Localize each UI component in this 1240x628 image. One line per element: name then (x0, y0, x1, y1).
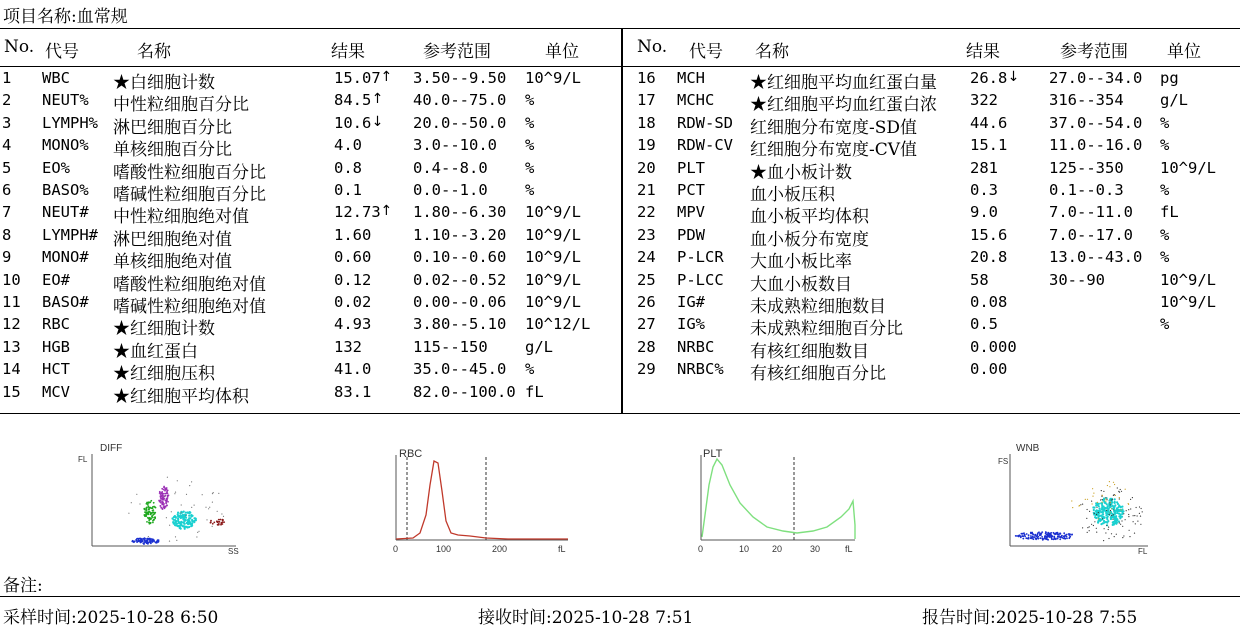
row-result: 0.00 (970, 360, 1008, 379)
row-code: HCT (42, 360, 70, 379)
row-range: 82.0--100.0 (413, 382, 516, 401)
row-result: 322 (970, 91, 998, 110)
abnormal-flag-icon: ↓ (371, 113, 384, 130)
plt-tick-0: 0 (698, 544, 704, 554)
row-result: 20.8 (970, 248, 1008, 267)
row-unit: 10^9/L (525, 270, 581, 289)
row-unit: 10^9/L (525, 293, 581, 311)
header-range-left: 参考范围 (423, 42, 491, 62)
row-name: 有核红细胞百分比 (750, 364, 886, 385)
row-result: 1.60 (334, 225, 372, 244)
row-result: 0.02 (334, 293, 372, 311)
rbc-tick-100: 100 (436, 544, 452, 554)
header-result-right: 结果 (966, 42, 1000, 62)
row-no: 13 (2, 337, 21, 356)
row-no: 9 (2, 248, 12, 267)
row-code: MCHC (677, 91, 715, 110)
row-name: ★血红蛋白 (113, 341, 198, 362)
row-range: 35.0--45.0 (413, 360, 507, 379)
plt-tick-30: 30 (810, 544, 821, 554)
row-unit: % (525, 158, 535, 177)
header-unit-right: 单位 (1167, 42, 1201, 62)
row-result: 0.5 (970, 315, 998, 334)
row-range: 0.10--0.60 (413, 248, 507, 267)
row-no: 1 (2, 69, 12, 87)
row-no: 23 (637, 225, 656, 244)
row-range: 0.4--8.0 (413, 158, 488, 177)
row-no: 21 (637, 181, 656, 199)
row-range: 27.0--34.0 (1049, 69, 1143, 87)
row-name: ★红细胞平均血红蛋白浓 (750, 95, 937, 116)
header-name-right: 名称 (755, 42, 789, 62)
remark-label: 备注: (3, 576, 43, 596)
header-no-left: No. (4, 37, 35, 57)
row-name: 血小板平均体积 (750, 207, 869, 228)
footer-divider (0, 596, 1240, 597)
row-code: IG# (677, 293, 705, 311)
row-name: 未成熟粒细胞数目 (750, 297, 886, 317)
row-result: 0.8 (334, 158, 362, 177)
row-no: 25 (637, 270, 656, 289)
row-no: 11 (2, 293, 21, 311)
row-code: RBC (42, 315, 70, 334)
row-name: 嗜碱性粒细胞百分比 (113, 185, 266, 205)
top-divider (0, 28, 1240, 29)
row-result: 44.6 (970, 113, 1008, 132)
report-time: 报告时间:2025-10-28 7:55 (922, 608, 1138, 628)
row-no: 15 (2, 382, 21, 401)
receive-time: 接收时间:2025-10-28 7:51 (478, 608, 694, 628)
row-code: NRBC (677, 337, 715, 356)
row-range: 37.0--54.0 (1049, 113, 1143, 132)
row-result: 4.93 (334, 315, 372, 334)
header-code-right: 代号 (689, 42, 723, 62)
header-no-right: No. (637, 37, 668, 57)
row-range: 40.0--75.0 (413, 91, 507, 110)
row-code: PCT (677, 181, 705, 199)
wnb-xlabel: FL (1138, 547, 1148, 556)
row-name: 大血小板比率 (750, 252, 852, 273)
row-code: NRBC% (677, 360, 724, 379)
diff-xlabel: SS (228, 547, 239, 556)
row-result: 12.73 (334, 203, 381, 222)
row-result: 15.07 (334, 69, 381, 87)
row-unit: 10^9/L (1160, 293, 1216, 311)
row-code: EO# (42, 270, 70, 289)
row-no: 19 (637, 136, 656, 155)
abnormal-flag-icon: ↑ (380, 203, 393, 220)
row-code: LYMPH# (42, 225, 98, 244)
row-range: 3.50--9.50 (413, 69, 507, 87)
row-code: LYMPH% (42, 113, 98, 132)
row-code: MCV (42, 382, 70, 401)
row-range: 0.0--1.0 (413, 181, 488, 199)
abnormal-flag-icon: ↑ (371, 91, 384, 108)
diff-ylabel: FL (78, 455, 88, 464)
row-unit: % (525, 136, 535, 155)
row-no: 29 (637, 360, 656, 379)
row-result: 15.1 (970, 136, 1008, 155)
row-no: 12 (2, 315, 21, 334)
row-name: 中性粒细胞绝对值 (113, 207, 249, 228)
row-range: 7.0--11.0 (1049, 203, 1133, 222)
row-no: 2 (2, 91, 12, 110)
row-name: 大血小板数目 (750, 274, 852, 295)
row-unit: % (1160, 136, 1170, 155)
row-unit: % (525, 113, 535, 132)
row-unit: 10^9/L (525, 69, 581, 87)
row-code: MCH (677, 69, 705, 87)
row-code: P-LCC (677, 270, 724, 289)
row-no: 24 (637, 248, 656, 267)
row-name: 淋巴细胞百分比 (113, 117, 232, 138)
row-no: 14 (2, 360, 21, 379)
row-code: RDW-SD (677, 113, 733, 132)
row-name: 嗜酸性粒细胞百分比 (113, 162, 266, 183)
row-result: 132 (334, 337, 362, 356)
row-result: 41.0 (334, 360, 372, 379)
row-unit: fL (1160, 203, 1179, 222)
row-no: 5 (2, 158, 12, 177)
row-no: 20 (637, 158, 656, 177)
row-no: 27 (637, 315, 656, 334)
row-no: 6 (2, 181, 12, 199)
row-code: NEUT% (42, 91, 89, 110)
row-unit: 10^9/L (525, 225, 581, 244)
row-range: 11.0--16.0 (1049, 136, 1143, 155)
row-no: 17 (637, 91, 656, 110)
row-result: 26.8 (970, 69, 1008, 87)
row-unit: 10^9/L (525, 203, 581, 222)
row-name: 血小板分布宽度 (750, 229, 869, 250)
row-name: ★红细胞计数 (113, 319, 215, 340)
sample-time: 采样时间:2025-10-28 6:50 (3, 608, 219, 628)
row-name: ★血小板计数 (750, 162, 852, 183)
wnb-title: WNB (1016, 443, 1040, 454)
row-unit: % (525, 181, 535, 199)
row-range: 30--90 (1049, 270, 1105, 289)
row-range: 316--354 (1049, 91, 1124, 110)
row-unit: 10^9/L (525, 248, 581, 267)
rbc-histogram (388, 445, 578, 560)
row-name: ★红细胞压积 (113, 364, 215, 385)
row-no: 26 (637, 293, 656, 311)
page-title: 项目名称:血常规 (3, 7, 128, 27)
row-no: 4 (2, 136, 12, 155)
row-unit: % (525, 91, 535, 110)
row-range: 0.02--0.52 (413, 270, 507, 289)
row-result: 9.0 (970, 203, 998, 222)
row-code: MONO% (42, 136, 89, 155)
row-range: 7.0--17.0 (1049, 225, 1133, 244)
row-result: 0.3 (970, 181, 998, 199)
plt-unit: fL (845, 544, 853, 554)
row-result: 0.12 (334, 270, 372, 289)
row-unit: g/L (1160, 91, 1188, 110)
row-code: BASO# (42, 293, 89, 311)
row-result: 15.6 (970, 225, 1008, 244)
row-range: 3.80--5.10 (413, 315, 507, 334)
header-code-left: 代号 (45, 42, 79, 62)
rbc-unit: fL (558, 544, 566, 554)
row-no: 28 (637, 337, 656, 356)
row-no: 16 (637, 69, 656, 87)
row-unit: g/L (525, 337, 553, 356)
plt-title: PLT (703, 448, 723, 460)
rbc-tick-0: 0 (393, 544, 399, 554)
row-code: EO% (42, 158, 70, 177)
center-divider (621, 29, 623, 413)
row-range: 1.10--3.20 (413, 225, 507, 244)
row-unit: % (1160, 113, 1170, 132)
plt-tick-10: 10 (739, 544, 750, 554)
row-name: ★白细胞计数 (113, 73, 215, 93)
row-unit: fL (525, 382, 544, 401)
row-range: 0.1--0.3 (1049, 181, 1124, 199)
row-name: 血小板压积 (750, 185, 835, 205)
header-divider (0, 66, 1240, 67)
row-range: 3.0--10.0 (413, 136, 497, 155)
row-range: 125--350 (1049, 158, 1124, 177)
row-unit: % (1160, 225, 1170, 244)
abnormal-flag-icon: ↓ (1007, 69, 1020, 85)
row-no: 7 (2, 203, 12, 222)
row-name: 未成熟粒细胞百分比 (750, 319, 903, 340)
row-name: 中性粒细胞百分比 (113, 95, 249, 116)
row-code: IG% (677, 315, 705, 334)
row-range: 20.0--50.0 (413, 113, 507, 132)
diff-scattergram (76, 440, 246, 560)
wnb-ylabel: FS (998, 457, 1009, 466)
row-result: 58 (970, 270, 989, 289)
row-no: 8 (2, 225, 12, 244)
header-result-left: 结果 (331, 42, 365, 62)
row-result: 0.60 (334, 248, 372, 267)
row-code: MPV (677, 203, 705, 222)
row-name: 淋巴细胞绝对值 (113, 229, 232, 250)
diff-title: DIFF (100, 443, 123, 454)
row-code: P-LCR (677, 248, 724, 267)
row-name: ★红细胞平均血红蛋白量 (750, 73, 937, 93)
row-unit: % (1160, 181, 1170, 199)
row-range: 13.0--43.0 (1049, 248, 1143, 267)
plt-histogram (695, 445, 865, 560)
row-result: 281 (970, 158, 998, 177)
row-range: 1.80--6.30 (413, 203, 507, 222)
row-result: 84.5 (334, 91, 372, 110)
row-range: 0.00--0.06 (413, 293, 507, 311)
row-result: 4.0 (334, 136, 362, 155)
row-code: PLT (677, 158, 705, 177)
row-code: PDW (677, 225, 705, 244)
row-no: 3 (2, 113, 12, 132)
header-range-right: 参考范围 (1060, 42, 1128, 62)
row-name: 单核细胞绝对值 (113, 252, 232, 273)
row-unit: pg (1160, 69, 1179, 87)
row-unit: 10^9/L (1160, 158, 1216, 177)
row-code: BASO% (42, 181, 89, 199)
row-unit: 10^9/L (1160, 270, 1216, 289)
row-no: 22 (637, 203, 656, 222)
row-unit: % (525, 360, 535, 379)
row-result: 0.08 (970, 293, 1008, 311)
rbc-tick-200: 200 (492, 544, 508, 554)
rbc-title: RBC (399, 448, 423, 460)
abnormal-flag-icon: ↑ (380, 69, 393, 85)
row-result: 10.6 (334, 113, 372, 132)
row-code: MONO# (42, 248, 89, 267)
row-no: 18 (637, 113, 656, 132)
row-unit: % (1160, 315, 1170, 334)
row-name: 红细胞分布宽度-CV值 (750, 140, 918, 161)
row-result: 0.1 (334, 181, 362, 199)
wnb-scattergram (990, 440, 1160, 560)
row-result: 0.000 (970, 337, 1017, 356)
plt-tick-20: 20 (772, 544, 783, 554)
row-name: ★红细胞平均体积 (113, 386, 249, 407)
row-range: 115--150 (413, 337, 488, 356)
row-code: RDW-CV (677, 136, 733, 155)
row-name: 红细胞分布宽度-SD值 (750, 117, 918, 138)
row-code: HGB (42, 337, 70, 356)
header-name-left: 名称 (137, 42, 171, 62)
row-result: 83.1 (334, 382, 372, 401)
table-bottom-divider (0, 413, 1240, 414)
row-code: WBC (42, 69, 70, 87)
row-code: NEUT# (42, 203, 89, 222)
row-no: 10 (2, 270, 21, 289)
row-unit: % (1160, 248, 1170, 267)
header-unit-left: 单位 (545, 42, 579, 62)
row-name: 单核细胞百分比 (113, 140, 232, 161)
row-name: 嗜酸性粒细胞绝对值 (113, 274, 266, 295)
row-name: 有核红细胞数目 (750, 341, 869, 362)
row-unit: 10^12/L (525, 315, 591, 334)
row-name: 嗜碱性粒细胞绝对值 (113, 297, 266, 317)
